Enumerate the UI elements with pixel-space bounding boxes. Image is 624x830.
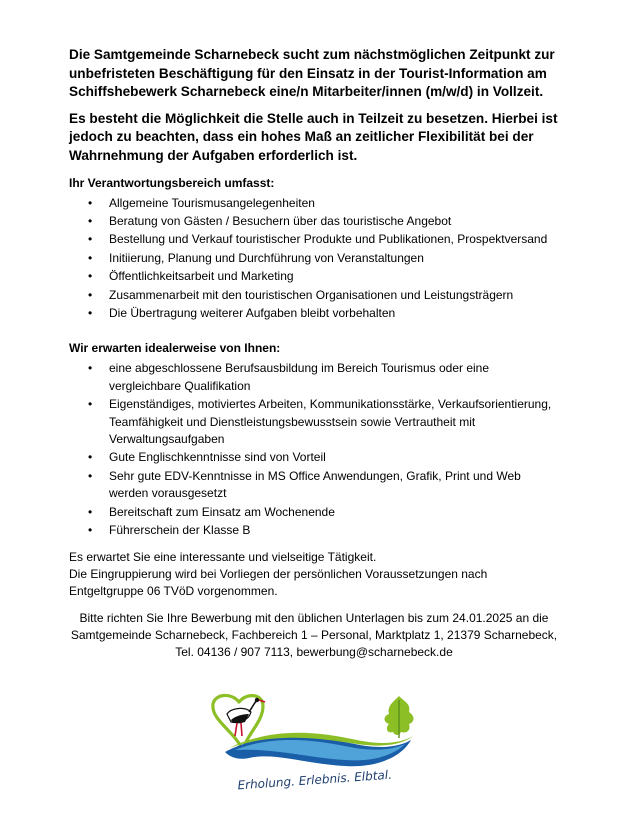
elbtal-logo [205,692,425,822]
list-item: • Bestellung und Verkauf touristischer Produkte und Publikationen, Prospektversand [109,231,559,248]
responsibilities-list [69,195,559,323]
document-body [69,46,559,661]
list-item: • Führerschein der Klasse B [109,522,559,539]
logo-slogan: Erholung. Erlebnis. Elbtal. [237,767,393,793]
list-item: • Bereitschaft zum Einsatz am Wochenende [109,504,559,521]
requirements-heading: Wir erwarten idealerweise von Ihnen: [69,341,281,356]
list-item: • Gute Englischkenntnisse sind von Vorteil [109,449,559,466]
application-instructions [69,610,559,661]
intro-paragraph-2: Es besteht die Möglichkeit die Stelle auch in Teilzeit zu besetzen. Hierbei ist jedoch zu beachten, dass ein hohes Maß an zeitlicher Flexibilität bei der Wahrnehmung der Aufgaben erforderlich ist. [69,110,558,163]
application-text: Bitte richten Sie Ihre Bewerbung mit den üblichen Unterlagen bis zum 24.01.2025 an die Samtgemeinde Scharnebeck, Fachbereich 1 – Personal, Marktplatz 1, 21379 Scharnebeck, Tel. 04136 / 907 7113, bewerbung@scharnebeck.de [70,611,558,660]
list-item: • Allgemeine Tourismusangelegenheiten [109,195,559,212]
requirements-list [69,360,559,539]
list-item: • Initiierung, Planung und Durchführung von Veranstaltungen [109,250,559,267]
list-item: • Zusammenarbeit mit den touristischen Organisationen und Leistungsträgern [109,287,559,304]
list-item: • Öffentlichkeitsarbeit und Marketing [109,268,559,285]
responsibilities-heading: Ihr Verantwortungsbereich umfasst: [69,175,275,190]
list-item: • Eigenständiges, motiviertes Arbeiten, Kommunikationsstärke, Verkaufsorientierung, Teamfähigkeit und Dienstleistungsbewusstsein sowie Vertrautheit mit Verwaltungsaufgaben [109,396,559,448]
list-item: • Sehr gute EDV-Kenntnisse in MS Office Anwendungen, Grafik, Print und Web werden vorausgesetzt [109,468,559,503]
intro-paragraph-1: Die Samtgemeinde Scharnebeck sucht zum nächstmöglichen Zeitpunkt zur unbefristeten Beschäftigung für den Einsatz in der Tourist-Information am Schiffshebewerk Scharnebeck eine/n Mitarbeiter/innen (m/w/d) in Vollzeit. [69,47,555,100]
oak-leaf-icon [385,696,414,738]
closing-line-2: Die Eingruppierung wird bei Vorliegen der persönlichen Voraussetzungen nach Entgeltgruppe 06 TVöD vorgenommen. [69,567,488,599]
closing-line-1: Es erwartet Sie eine interessante und vielseitige Tätigkeit. [69,550,377,565]
closing-text [69,549,559,600]
list-item: • eine abgeschlossene Berufsausbildung im Bereich Tourismus oder eine vergleichbare Qualifikation [109,360,559,395]
list-item: • Die Übertragung weiterer Aufgaben bleibt vorbehalten [109,305,559,322]
list-item: • Beratung von Gästen / Besuchern über das touristische Angebot [109,213,559,230]
